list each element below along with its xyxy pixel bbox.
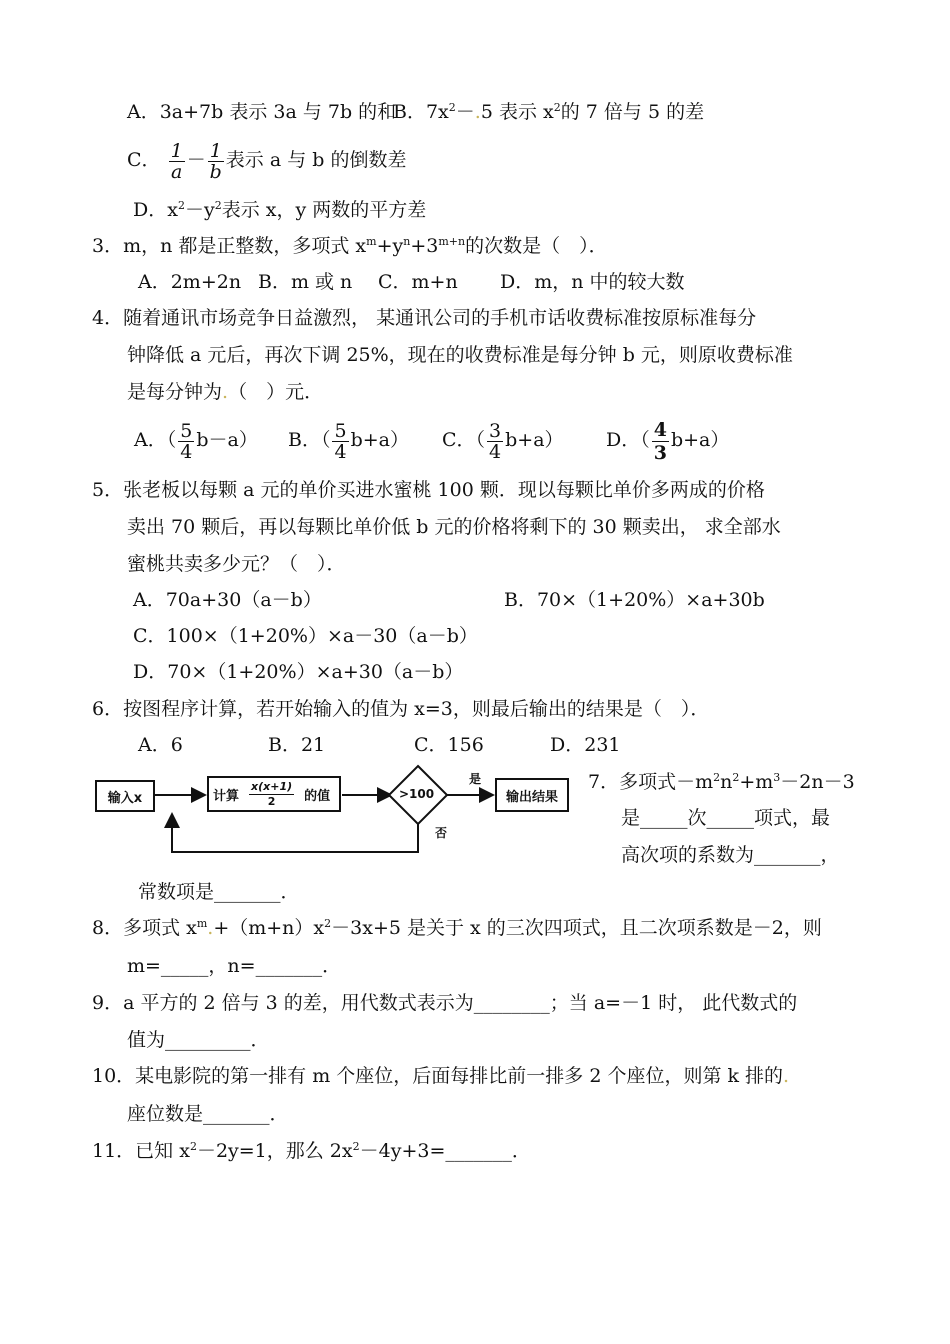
q2-option-d: D．$x^2-y^2$表示 x，y 两数的平方差 — [133, 199, 427, 221]
q9-line-2: 值为_________． — [127, 1029, 270, 1051]
q5-line-2: 卖出 70 颗后，再以每颗比单价低 b 元的价格将剩下的 30 颗卖出， 求全部水 — [127, 516, 781, 538]
loop-back-line — [172, 822, 418, 852]
q4-line-1: 4．随着通讯市场竞争日益激烈， 某通讯公司的手机市话收费标准按原标准每分 — [92, 307, 757, 329]
q3-option-b: B．m 或 n — [258, 271, 353, 293]
q8-line-1: 8．多项式 $x^m.+(m+n)x^2-3x+5$ 是关于 x 的三次四项式，且二次项系数是－2，则 — [92, 917, 822, 939]
q7-line-4: 常数项是_______． — [138, 881, 300, 903]
fraction-1-over-b: $\frac{1}{b}$ — [209, 139, 222, 183]
q4-line-2: 钟降低 a 元后，再次下调 25%，现在的收费标准是每分钟 b 元，则原收费标准 — [127, 344, 793, 366]
no-label: 否 — [435, 826, 448, 840]
q4-line-3: 是每分钟为.（ ）元． — [127, 381, 324, 403]
q4-option-a: A．（ $\frac{5}{4}$ b－a） — [134, 419, 258, 463]
condition-label: >100 — [399, 787, 435, 801]
q5-option-c: C．100×（1+20%）×a－30（a－b） — [133, 625, 478, 647]
q7-line-1: 7．多项式$-m^2n^2+m^3-2n-3$ — [588, 771, 855, 793]
q9-line-1: 9．a 平方的 2 倍与 3 的差，用代数式表示为________；当 a=－1 时， 此代数式的 — [92, 992, 798, 1014]
q5-option-b: B．70×（1+20%）×a+30b — [504, 589, 765, 611]
q10-line-1: 10．某电影院的第一排有 m 个座位，后面每排比前一排多 2 个座位，则第 k 排的. — [92, 1065, 790, 1087]
input-box: 输入x — [95, 780, 155, 812]
q5-line-1: 5．张老板以每颗 a 元的单价买进水蜜桃 100 颗．现以每颗比单价多两成的价格 — [92, 479, 765, 501]
q2-option-b: B．$7x^2-.5$ 表示 $x^2$的 7 倍与 5 的差 — [393, 101, 705, 123]
q3-option-a: A．2m+2n — [138, 271, 242, 293]
q2-option-c: C． $\frac{1}{a}$ － $\frac{1}{b}$ 表示 a 与 b 的倒数差 — [127, 139, 407, 183]
q4-option-b: B．（ $\frac{5}{4}$ b+a） — [288, 419, 409, 463]
q6-option-a: A．6 — [138, 734, 183, 756]
q6-option-d: D．231 — [550, 734, 621, 756]
q5-line-3: 蜜桃共卖多少元？（ ）． — [127, 553, 346, 575]
q3-option-c: C．m+n — [378, 271, 458, 293]
q3-option-d: D．m，n 中的较大数 — [500, 271, 685, 293]
output-box: 输出结果 — [495, 778, 569, 812]
q6-option-c: C．156 — [414, 734, 484, 756]
q4-option-d: D．（ $\frac{4}{3}$ b+a） — [606, 418, 730, 464]
q5-option-a: A．70a+30（a－b） — [133, 589, 322, 611]
q4-option-c: C．（ $\frac{3}{4}$ b+a） — [442, 419, 564, 463]
q7-line-2: 是_____次_____项式，最 — [621, 807, 831, 829]
calc-box: 计算 $\frac{x(x+1)}{2}$ 的值 — [207, 776, 341, 812]
q2-option-a: A．3a+7b 表示 3a 与 7b 的和 — [127, 101, 397, 123]
yes-label: 是 — [469, 772, 482, 786]
q3-stem: 3．m，n 都是正整数，多项式 $x^m+y^n+3^{m+n}$的次数是（ ）． — [92, 235, 608, 257]
flowchart — [95, 762, 575, 858]
q8-line-2: m=_____，n=_______． — [127, 955, 342, 977]
q5-option-d: D．70×（1+20%）×a+30（a－b） — [133, 661, 464, 683]
q10-line-2: 座位数是_______． — [127, 1103, 289, 1125]
q7-line-3: 高次项的系数为_______， — [621, 844, 840, 866]
fraction-1-over-a: $\frac{1}{a}$ — [170, 139, 183, 183]
q11-line: 11．已知 $x^2-2y=1$，那么 $2x^2-4y+3=\_\_\_\_\_\_\_$． — [92, 1140, 531, 1162]
q6-stem: 6．按图程序计算，若开始输入的值为 x=3，则最后输出的结果是（ ）． — [92, 698, 710, 720]
q6-option-b: B．21 — [268, 734, 326, 756]
